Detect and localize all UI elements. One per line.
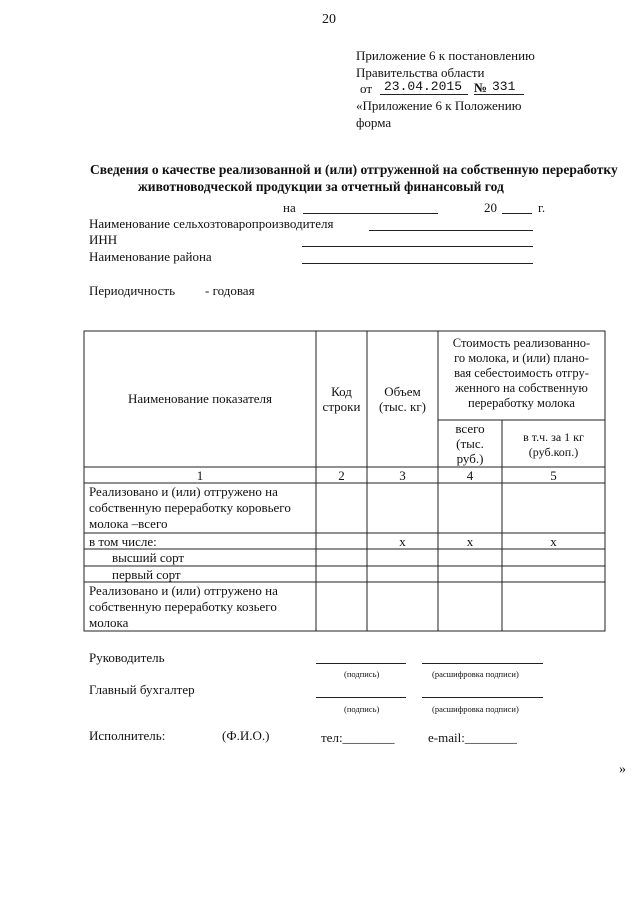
executor-email[interactable]: e-mail:________ xyxy=(428,730,517,745)
date-on-label: на xyxy=(283,200,296,215)
executor-label: Исполнитель: xyxy=(89,728,166,743)
page-number: 20 xyxy=(322,12,336,27)
row-including: в том числе: xyxy=(89,534,157,549)
col-number-5: 5 xyxy=(550,468,557,483)
head-decode-caption: (расшифровка подписи) xyxy=(432,669,519,679)
accountant-decode-caption: (расшифровка подписи) xyxy=(432,704,519,714)
closing-quote: » xyxy=(619,762,626,777)
accountant-decode-line[interactable] xyxy=(422,697,543,698)
executor-fio: (Ф.И.О.) xyxy=(222,728,270,743)
periodicity-value: - годовая xyxy=(205,283,255,298)
col-number-4: 4 xyxy=(466,468,474,483)
row-first-grade: первый сорт xyxy=(112,567,181,582)
executor-phone[interactable]: тел:________ xyxy=(321,730,395,745)
appendix-line-5: форма xyxy=(356,115,392,130)
col-header-per-kg: в т.ч. за 1 кг (руб.коп.) xyxy=(523,430,584,459)
year-suffix: г. xyxy=(538,200,546,215)
periodicity-label: Периодичность xyxy=(89,283,176,298)
appendix-number-sign: № xyxy=(474,80,488,95)
accountant-signature-line[interactable] xyxy=(316,697,406,698)
col-header-name: Наименование показателя xyxy=(127,391,273,406)
row-2-total: x xyxy=(466,534,474,549)
appendix-line-1: Приложение 6 к постановлению xyxy=(356,48,535,63)
head-signature-line[interactable] xyxy=(316,663,406,664)
appendix-number: 331 xyxy=(492,79,516,94)
row-goat-milk: Реализовано и (или) отгружено на собственную переработку козьего молока xyxy=(89,583,278,630)
document-title-line-1: Сведения о качестве реализованной и (или) отгруженной на собственную переработку xyxy=(90,162,618,177)
inn-label: ИНН xyxy=(89,232,118,247)
producer-label: Наименование сельхозтоваропроизводителя xyxy=(89,216,334,231)
appendix-line-2: Правительства области xyxy=(356,65,485,80)
accountant-label: Главный бухгалтер xyxy=(89,682,195,697)
row-2-volume: x xyxy=(399,534,406,549)
col-header-total: всего (тыс. руб.) xyxy=(455,421,485,466)
document-title-line-2: животноводческой продукции за отчетный финансовый год xyxy=(138,179,504,194)
appendix-date: 23.04.2015 xyxy=(384,79,463,94)
year-prefix: 20 xyxy=(484,200,497,215)
head-label: Руководитель xyxy=(89,650,165,665)
head-decode-line[interactable] xyxy=(422,663,543,664)
district-label: Наименование района xyxy=(89,249,212,264)
col-header-cost-group: Стоимость реализованно- го молока, и (или) плано- вая себестоимость отгру- женного на собственную переработку молока xyxy=(452,336,591,410)
row-cow-milk-total: Реализовано и (или) отгружено на собственную переработку коровьего молока –всего xyxy=(89,484,291,531)
row-2-per-kg: x xyxy=(550,534,557,549)
row-premium-grade: высший сорт xyxy=(112,550,185,565)
accountant-signature-caption: (подпись) xyxy=(344,704,380,714)
col-header-code: Код строки xyxy=(322,384,361,414)
col-number-1: 1 xyxy=(196,468,204,483)
col-number-3: 3 xyxy=(399,468,406,483)
head-signature-caption: (подпись) xyxy=(344,669,380,679)
appendix-line-4: «Приложение 6 к Положению xyxy=(356,98,522,113)
col-header-volume: Объем (тыс. кг) xyxy=(379,384,426,414)
col-number-2: 2 xyxy=(338,468,345,483)
appendix-from: от xyxy=(360,81,373,96)
